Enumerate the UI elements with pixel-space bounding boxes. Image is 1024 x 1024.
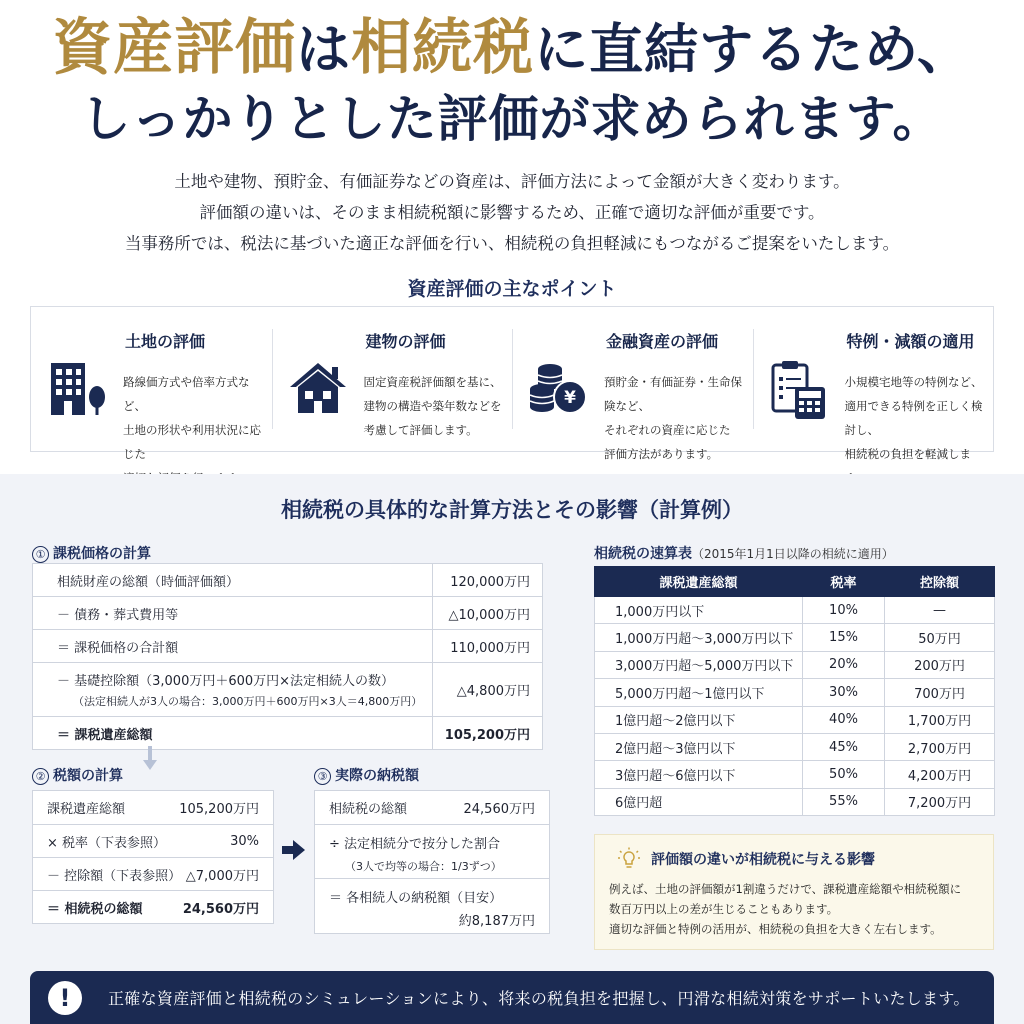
- table-row: [595, 624, 995, 651]
- row-value: △4,800万円: [433, 663, 543, 717]
- row-value: 24,560万円: [463, 802, 535, 817]
- row-label: 相続税の総額: [329, 802, 408, 817]
- cell-rate: 40%: [803, 706, 885, 733]
- table-row: [33, 597, 543, 630]
- row-value: 30%: [230, 833, 259, 849]
- table-row: [33, 717, 543, 750]
- impact-note: [594, 834, 994, 950]
- list-item: [33, 825, 273, 858]
- table-row: [595, 706, 995, 733]
- point-desc: 固定資産税評価額を基に、 建物の構造や築年数などを 考慮して評価します。: [363, 375, 502, 437]
- step3-label: [314, 765, 419, 785]
- list-item: [315, 791, 549, 825]
- cell-amount: 3億円超～6億円以下: [595, 761, 803, 788]
- row-value: 約8,187万円: [458, 914, 535, 929]
- cell-deduction: —: [885, 597, 995, 624]
- building-icon: [47, 359, 107, 417]
- row-label: － 控除額（下表参照）: [47, 868, 182, 884]
- cell-amount: 5,000万円超～1億円以下: [595, 679, 803, 706]
- row-label: ＝ 各相続人の納税額（目安）: [329, 891, 503, 906]
- point-financial: [512, 307, 753, 461]
- row-label: ＝ 課税価格の合計額: [33, 630, 433, 663]
- intro-text: [0, 166, 1024, 259]
- step-number: ②: [32, 768, 49, 785]
- svg-text:¥: ¥: [564, 388, 576, 408]
- point-title: 特例・減額の適用: [846, 332, 975, 351]
- row-note: （3人で均等の場合：1/3ずつ）: [345, 860, 502, 873]
- cell-amount: 3,000万円超～5,000万円以下: [595, 651, 803, 678]
- step-number: ①: [32, 546, 49, 563]
- row-value: 24,560万円: [182, 901, 259, 917]
- right-arrow-icon: [282, 838, 306, 862]
- row-label: ＝ 課税遺産総額: [33, 717, 433, 750]
- list-item: [315, 825, 549, 879]
- headline-gold-tax: 相続税: [351, 13, 535, 83]
- row-label-main: － 基礎控除額（3,000万円＋600万円×法定相続人の数）: [57, 674, 395, 689]
- speed-table-title: 相続税の速算表: [594, 546, 692, 562]
- column-header: 課税遺産総額: [595, 567, 803, 597]
- summary-banner: [30, 971, 994, 1024]
- table-row: [595, 651, 995, 678]
- payment-box: [314, 790, 550, 934]
- step-number: ③: [314, 768, 331, 785]
- cell-rate: 20%: [803, 651, 885, 678]
- points-panel: [30, 306, 994, 461]
- row-label: × 税率（下表参照）: [47, 835, 167, 851]
- row-value: △7,000万円: [185, 868, 259, 884]
- row-label: 相続財産の総額（時価評価額）: [33, 564, 433, 597]
- cell-deduction: 200万円: [885, 651, 995, 678]
- table-row: [595, 733, 995, 760]
- table-header: [595, 567, 995, 597]
- headline-line-2: しっかりとした評価が求められます。: [80, 89, 944, 148]
- cell-deduction: 2,700万円: [885, 733, 995, 760]
- row-value: 105,200万円: [179, 802, 259, 817]
- cell-deduction: 700万円: [885, 679, 995, 706]
- table-row: [595, 679, 995, 706]
- row-label: ＝ 相続税の総額: [47, 901, 143, 917]
- row-value: 120,000万円: [433, 564, 543, 597]
- list-item: [33, 891, 273, 923]
- row-label: 課税遺産総額: [47, 802, 126, 817]
- exclamation-icon: !: [48, 981, 82, 1015]
- cell-amount: 6億円超: [595, 788, 803, 815]
- impact-title: 評価額の違いが相続税に与える影響: [651, 852, 875, 868]
- point-desc: 小規模宅地等の特例など、 適用できる特例を正しく検討し、 相続税の負担を軽減しま: [844, 375, 983, 461]
- down-arrow-icon: [142, 746, 158, 774]
- point-desc: 預貯金・有価証券・生命保険など、 それぞれの資産に応じた 評価方法があります。: [604, 375, 742, 461]
- cell-rate: 10%: [803, 597, 885, 624]
- step-title: 実際の納税額: [335, 768, 419, 784]
- speed-table-subtitle: （2015年1月1日以降の相続に適用）: [692, 547, 894, 561]
- step1-label: [32, 543, 151, 563]
- cell-rate: 15%: [803, 624, 885, 651]
- table-row: [595, 597, 995, 624]
- headline: [0, 12, 1024, 153]
- row-label: ÷ 法定相続分で按分した割合: [329, 837, 501, 852]
- cell-rate: 30%: [803, 679, 885, 706]
- cell-amount: 2億円超～3億円以下: [595, 733, 803, 760]
- intro-line: 評価額の違いは、そのまま相続税額に影響するため、正確で適切な評価が重要です。: [199, 203, 825, 222]
- list-item: [315, 879, 549, 933]
- table-row: [595, 788, 995, 815]
- headline-text: は: [296, 17, 352, 81]
- point-title: 金融資産の評価: [606, 332, 719, 351]
- taxable-value-table: [32, 563, 543, 750]
- banner-text: 正確な資産評価と相続税のシミュレーションにより、将来の税負担を把握し、円滑な相続対策をサポートいたします。: [108, 989, 970, 1008]
- impact-title-row: [609, 847, 979, 871]
- table-row: [33, 564, 543, 597]
- row-label: [33, 663, 433, 717]
- row-note: （法定相続人が3人の場合：3,000万円＋600万円×3人＝4,800万円）: [73, 695, 423, 708]
- row-label: － 債務・葬式費用等: [33, 597, 433, 630]
- impact-body: 例えば、土地の評価額が1割違うだけで、課税遺産総額や相続税額に 数百万円以上の差が生じることもあります。 適切な評価と特例の活用が、相続税の負担を大きく左右します。: [609, 882, 962, 936]
- coins-icon: [528, 359, 588, 415]
- cell-rate: 55%: [803, 788, 885, 815]
- cell-deduction: 7,200万円: [885, 788, 995, 815]
- cell-amount: 1,000万円以下: [595, 597, 803, 624]
- cell-amount: 1,000万円超～3,000万円以下: [595, 624, 803, 651]
- point-desc: 路線価方式や倍率方式など、 土地の形状や利用状況に応じた: [123, 375, 261, 461]
- table-row: [33, 663, 543, 717]
- row-value: 105,200万円: [433, 717, 543, 750]
- intro-line: 当事務所では、税法に基づいた適正な評価を行い、相続税の負担軽減にもつながるご提案をいたします。: [124, 234, 900, 253]
- calculation-title: 相続税の具体的な計算方法とその影響（計算例）: [281, 497, 743, 522]
- headline-line-1: [0, 12, 1024, 85]
- table-row: [595, 761, 995, 788]
- point-special: [753, 307, 994, 461]
- intro-line: 土地や建物、預貯金、有価証券などの資産は、評価方法によって金額が大きく変わります。: [174, 172, 850, 191]
- cell-deduction: 4,200万円: [885, 761, 995, 788]
- lightbulb-icon: [617, 847, 641, 871]
- speed-table: [594, 566, 995, 816]
- cell-deduction: 50万円: [885, 624, 995, 651]
- headline-text: に直結するため、: [534, 17, 972, 81]
- cell-rate: 45%: [803, 733, 885, 760]
- clipboard-calculator-icon: [769, 359, 829, 419]
- table-row: [33, 630, 543, 663]
- step-title: 税額の計算: [53, 768, 123, 784]
- list-item: [33, 791, 273, 825]
- row-value: △10,000万円: [433, 597, 543, 630]
- list-item: [33, 858, 273, 891]
- point-title: 土地の評価: [125, 332, 206, 351]
- tax-calc-box: [32, 790, 274, 924]
- column-header: 控除額: [885, 567, 995, 597]
- point-land: [31, 307, 272, 461]
- step2-label: [32, 765, 123, 785]
- step-title: 課税価格の計算: [53, 546, 151, 562]
- cell-rate: 50%: [803, 761, 885, 788]
- headline-gold-asset: 資産評価: [52, 13, 297, 83]
- row-value: 110,000万円: [433, 630, 543, 663]
- point-building: [272, 307, 513, 451]
- cell-deduction: 1,700万円: [885, 706, 995, 733]
- speed-table-label: [594, 543, 894, 563]
- column-header: 税率: [803, 567, 885, 597]
- point-title: 建物の評価: [365, 332, 446, 351]
- house-icon: [288, 359, 348, 415]
- cell-amount: 1億円超～2億円以下: [595, 706, 803, 733]
- points-title: 資産評価の主なポイント: [407, 278, 617, 300]
